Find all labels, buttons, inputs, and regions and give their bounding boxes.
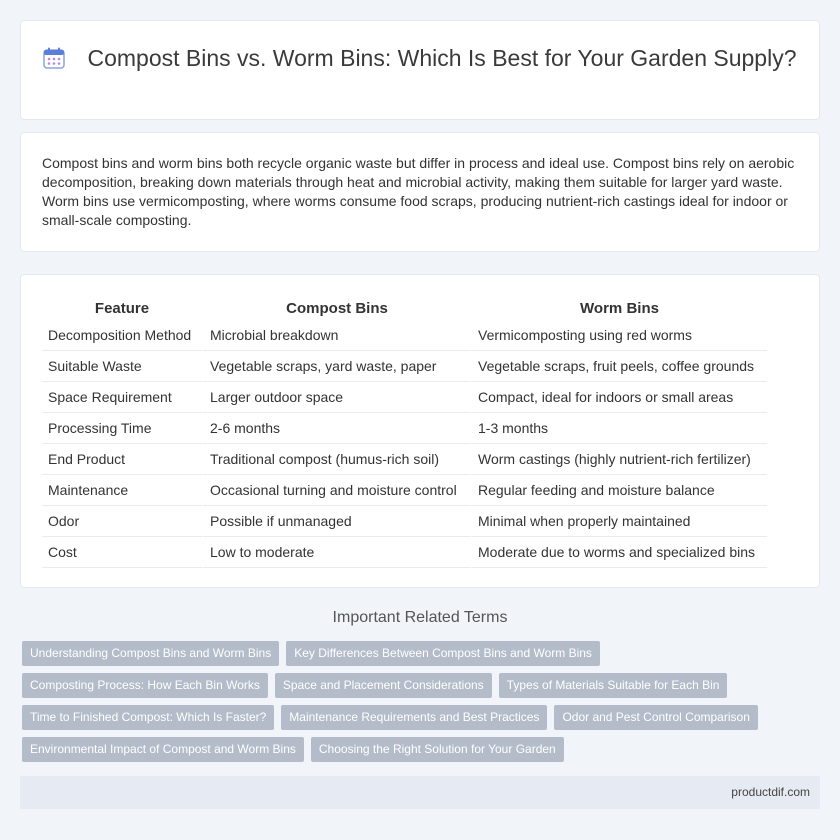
table-row — [42, 537, 767, 568]
row-compost: Vegetable scraps, yard waste, paper — [202, 351, 470, 382]
page-title: Compost Bins vs. Worm Bins: Which Is Best for Your Garden Supply? — [87, 45, 797, 71]
footer-site: productdif.com — [731, 785, 810, 799]
footer — [20, 776, 820, 809]
table-header-row — [42, 296, 767, 320]
row-feature: Suitable Waste — [42, 351, 202, 382]
related-term-tag[interactable]: Types of Materials Suitable for Each Bin — [499, 673, 728, 698]
row-compost: Occasional turning and moisture control — [202, 475, 470, 506]
row-feature: Maintenance — [42, 475, 202, 506]
row-worm: Minimal when properly maintained — [470, 506, 767, 537]
table-row — [42, 413, 767, 444]
related-term-tag[interactable]: Maintenance Requirements and Best Practices — [281, 705, 547, 730]
related-term-tag[interactable]: Key Differences Between Compost Bins and Worm Bins — [286, 641, 600, 666]
related-term-tag[interactable]: Time to Finished Compost: Which Is Faster? — [22, 705, 274, 730]
row-feature: Decomposition Method — [42, 320, 202, 351]
comparison-card — [20, 274, 820, 588]
row-compost: Possible if unmanaged — [202, 506, 470, 537]
row-worm: Compact, ideal for indoors or small areas — [470, 382, 767, 413]
row-worm: Regular feeding and moisture balance — [470, 475, 767, 506]
row-compost: Traditional compost (humus-rich soil) — [202, 444, 470, 475]
header-compost-bins: Compost Bins — [202, 296, 470, 320]
header-card — [20, 20, 820, 120]
row-compost: Microbial breakdown — [202, 320, 470, 351]
related-terms-title: Important Related Terms — [332, 609, 508, 626]
table-row — [42, 444, 767, 475]
row-worm: 1-3 months — [470, 413, 767, 444]
related-term-tag[interactable]: Odor and Pest Control Comparison — [554, 705, 757, 730]
row-feature: End Product — [42, 444, 202, 475]
header-worm-bins: Worm Bins — [470, 296, 767, 320]
page-title-wrap — [21, 44, 819, 73]
comparison-table — [42, 296, 767, 568]
row-feature: Space Requirement — [42, 382, 202, 413]
intro-card — [20, 132, 820, 252]
related-terms-tags — [22, 641, 822, 769]
row-compost: Larger outdoor space — [202, 382, 470, 413]
calendar-icon — [43, 47, 65, 69]
table-row — [42, 506, 767, 537]
tag-row — [22, 673, 822, 705]
intro-paragraph: Compost bins and worm bins both recycle organic waste but differ in process and ideal use. Compost bins rely on aerobic decomposition, breaking down materials through heat and microbial activity, making them suitable for larger yard waste. Worm bins use vermicomposting, where worms consume food scraps, producing nutrient-rich castings ideal for indoor or small-scale composting. — [42, 155, 795, 228]
row-feature: Cost — [42, 537, 202, 568]
related-term-tag[interactable]: Space and Placement Considerations — [275, 673, 492, 698]
row-worm: Worm castings (highly nutrient-rich fertilizer) — [470, 444, 767, 475]
row-worm: Vermicomposting using red worms — [470, 320, 767, 351]
table-row — [42, 320, 767, 351]
related-term-tag[interactable]: Environmental Impact of Compost and Worm Bins — [22, 737, 304, 762]
table-row — [42, 382, 767, 413]
related-term-tag[interactable]: Composting Process: How Each Bin Works — [22, 673, 268, 698]
row-compost: 2-6 months — [202, 413, 470, 444]
header-feature: Feature — [94, 299, 150, 317]
related-term-tag[interactable]: Choosing the Right Solution for Your Garden — [311, 737, 564, 762]
table-row — [42, 475, 767, 506]
tag-row — [22, 705, 822, 737]
related-term-tag[interactable]: Understanding Compost Bins and Worm Bins — [22, 641, 279, 666]
row-feature: Processing Time — [42, 413, 202, 444]
row-worm: Vegetable scraps, fruit peels, coffee grounds — [470, 351, 767, 382]
tag-row — [22, 641, 822, 673]
row-worm: Moderate due to worms and specialized bins — [470, 537, 767, 568]
row-compost: Low to moderate — [202, 537, 470, 568]
table-row — [42, 351, 767, 382]
row-feature: Odor — [42, 506, 202, 537]
tag-row — [22, 737, 822, 769]
